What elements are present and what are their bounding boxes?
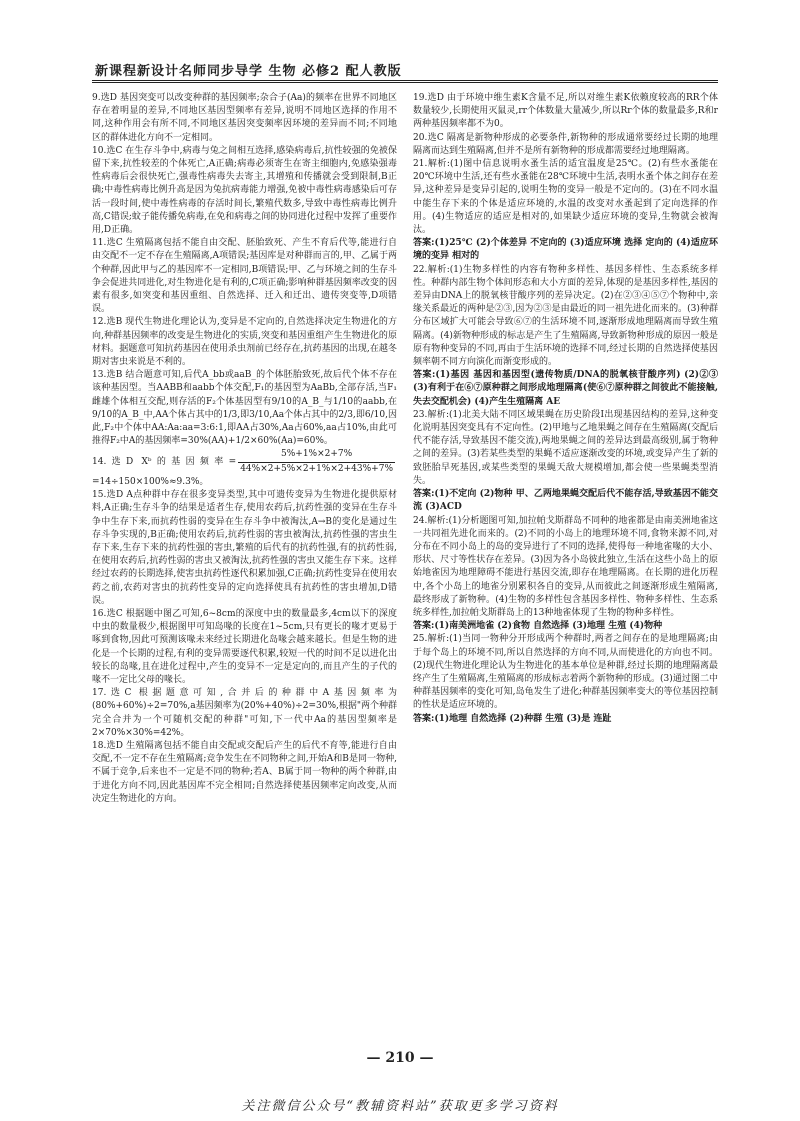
fraction-denominator: 44%×2+5%×2+1%×2+43%+7% bbox=[240, 463, 393, 474]
running-header: 新课程新设计名师同步导学 生物 必修2 配人教版 bbox=[95, 64, 402, 79]
answer-10: 10.选C 在生存斗争中,病毒与兔之间相互选择,感染病毒后,抗性较强的免被保留下来,抗性较差的个体死亡,A正确;病毒必须寄生在寄主细胞内,免感染强毒性病毒后会很快死亡,强毒性病毒失去寄主,其增殖和传播就会受到限制,B正确;中毒性病毒比例升高是因为兔抗病毒能力增强,免被中毒性病毒感染后可存活一段时间,使中毒性病毒的存活时间长,繁殖代数多,导致中毒性病毒比例升高,C错误;蚊子能传播免病毒,在免和病毒之间的协同进化过程中发挥了重要作用,D正确。 bbox=[92, 145, 397, 236]
answer-18: 18.选D 生殖隔离包括不能自由交配或交配后产生的后代不育等,能进行自由交配,不一定不存在生殖隔离;竞争发生在不同物种之间,开始A和B是同一物种,不属于竞争,后来也不一定是不同的物种;若A、B属于同一物种的两个种群,由于进化方向不同,因此基因库不完全相同;自然选择使基因频率定向改变,从而决定生物进化的方向。 bbox=[92, 740, 397, 804]
answer-17: 17.选C 根据题意可知,合并后的种群中A基因频率为(80%+60%)÷2=70%,a基因频率为(20%+40%)÷2=30%,根据"两个种群完全合并为一个可随机交配的种群"可知,下一代中Aa的基因型频率是2×70%×30%=42%。 bbox=[92, 688, 397, 738]
answer-15: 15.选D A点种群中存在很多变异类型,其中可遗传变异为生物进化提供原材料,A正确;生存斗争的结果是适者生存,使用农药后,抗药性强的变异在生存斗争中生存下来,而抗药性弱的变异在生存斗争中被淘汰,A→B的变化是通过生存斗争实现的,B正确;使用农药后,抗药性弱的害虫被淘汰,抗药性强的害虫生存下来,生存下来的抗药性强的害虫,繁殖的后代有的抗药性强,有的抗药性弱,在使用农药后,抗药性弱的害虫又被淘汰,抗药性强的害虫又能生存下来。这样经过农药的长期选择,使害虫抗药性逐代积累加强,C正确;抗药性变异在使用农药之前,农药对害虫的抗药性变异的定向选择使具有抗药性的害虫增加,D错误。 bbox=[92, 490, 397, 606]
answer-24: 24.解析:(1)分析题图可知,加拉帕戈斯群岛不同种的地雀都是由南美洲地雀这一共同祖先进化而来的。(2)不同的小岛上的地理环境不同,食物来源不同,对分布在不同小岛上的岛的变异进行了不同的选择,使得每一种地雀喙的大小、形状、尺寸等性状存在差异。(3)因为各小岛彼此独立,生活在这些小岛上的原始地雀因为地理障碍不能进行基因交流,即存在地理隔离。在长期的进化历程中,各个小岛上的地雀分别累积各自的变异,从而彼此之间逐渐形成生殖隔离,最终形成了新物种。(4)生物的多样性包含基因多样性、物种多样性、生态系统多样性,加拉帕戈斯群岛上的13种地雀体现了生物的物种多样性。 bbox=[413, 515, 718, 618]
answer-25: 25.解析:(1)当同一物种分开形成两个种群时,两者之间存在的是地理隔离;由于每个岛上的环境不同,所以自然选择的方向不同,从而使进化的方向也不同。(2)现代生物进化理论认为生物进化的基本单位是种群,经过长期的地理隔离最终产生了生殖隔离,生殖隔离的形成标志着两个新物种的形成。(3)通过图二中种群基因频率的变化可知,岛龟发生了进化;种群基因频率变大的等位基因控制的性状是适应环境的。 bbox=[413, 634, 718, 711]
answer-24-key: 答案:(1)南美洲地雀 (2)食物 自然选择 (3)地理 生殖 (4)物种 bbox=[413, 621, 663, 632]
answer-11: 11.选C 生殖隔离包括不能自由交配、胚胎致死、产生不育后代等,能进行自由交配不一定不存在生殖隔离,A项错误;基因库是对种群而言的,甲、乙属于两个种群,因此甲与乙的基因库不一定相同,B项错误;甲、乙与环境之间的生存斗争会促进共同进化,对生物进化是有利的,C项正确;影响种群基因频率改变的因素有很多,如突变和基因重组、自然选择、迁入和迁出、遗传突变等,D项错误。 bbox=[92, 238, 397, 315]
answer-14-lead: 14.选D Xᵇ的基因频率= bbox=[92, 457, 237, 468]
right-column bbox=[413, 92, 718, 726]
footer-note: 关注微信公众号“教辅资料站”获取更多学习资料 bbox=[241, 1099, 559, 1114]
header-rule bbox=[92, 80, 718, 81]
answer-21: 21.解析:(1)图中信息说明水蚤生活的适宜温度是25℃。(2)有些水蚤能在20℃环境中生活,还有些水蚤能在28℃环境中生活,表明水蚤个体之间存在差异,这种差异是变异引起的,说明生物的变异一般是不定向的。(3)在不同水温中能生存下来的个体是适应环境的,水温的改变对水蚤起到了定向选择的作用。(4)生物适应的适应是相对的,如果缺少适应环境的变异,生物就会被淘汰。 bbox=[413, 159, 718, 236]
answer-21-key: 答案:(1)25℃ (2)个体差异 不定向的 (3)适应环境 选择 定向的 (4)适应环境的变异 相对的 bbox=[413, 238, 718, 262]
answer-20: 20.选C 隔离是新物种形成的必要条件,新物种的形成通常要经过长期的地理隔离而达到生殖隔离,但并不是所有新物种的形成都需要经过地理隔离。 bbox=[413, 132, 718, 156]
fraction-numerator: 5%+1%×2+7% bbox=[238, 448, 395, 462]
page-number: — 210 — bbox=[366, 1050, 434, 1066]
answer-19: 19.选D 由于环境中维生素K含量不足,所以对维生素K依赖度较高的RR个体数量较少,长期使用灭鼠灵,rr个体数量大量减少,所以Rr个体的数量最多,R和r两种基因频率都不为0。 bbox=[413, 93, 718, 130]
answer-22: 22.解析:(1)生物多样性的内容有物种多样性、基因多样性、生态系统多样性。种群内部生物个体间形态和大小方面的差异,体现的是基因多样性,基因的差异由DNA上的脱氧核苷酸序列的差异决定。(2)在②③④⑤⑦个物种中,亲缘关系最近的两种是②③,因为②③是由最近的同一祖先进化而来的。(3)种群分布区域扩大可能会导致⑥⑦的生活环境不同,逐渐形成地理隔离而导致生殖隔离。(4)新物种形成的标志是产生了生殖隔离,导致新物种形成的原因一般是原有物种变异的不同,再由于生活环境的选择不同,经过长期的自然选择使基因频率朝不同方向演化而渐变形成的。 bbox=[413, 264, 718, 368]
answer-9: 9.选D 基因突变可以改变种群的基因频率;杂合子(Aa)的频率在世界不同地区存在着明显的差异,不同地区基因型频率有差异,说明不同地区选择的作用不同,这种作用会有所不同,不同地区基因突变频率因环境的差异而不同;不同地区的群体进化方向不一定相同。 bbox=[92, 93, 397, 143]
answer-22-key: 答案:(1)基因 基因和基因型(遗传物质/DNA的脱氧核苷酸序列) (2)②③ (3)有利于在⑥⑦原种群之间形成地理隔离(使⑥⑦原种群之间彼此不能接触,失去交配机会) (4)产生生殖隔离 AE bbox=[413, 370, 718, 407]
answer-25-key: 答案:(1)地理 自然选择 (2)种群 生殖 (3)是 连趾 bbox=[413, 713, 612, 724]
answer-23-key: 答案:(1)不定向 (2)物种 甲、乙两地果蝇交配后代不能存活,导致基因不能交流 (3)ACD bbox=[413, 489, 718, 513]
answer-12: 12.选B 现代生物进化理论认为,变异是不定向的,自然选择决定生物进化的方向,种群基因频率的改变是生物进化的实质,突变和基因重组产生生物进化的原材料。据题意可知抗药基因在使用杀虫剂前已经存在,抗药基因的出现,在越冬期对害虫来说是不利的。 bbox=[92, 317, 397, 368]
answer-13: 13.选B 结合题意可知,后代A_bb或aaB_的个体胚胎致死,故后代个体不存在该种基因型。当AABB和aabb个体交配,F₁的基因型为AaBb,全部存活,当F₁雌雄个体相互交配,则存活的F₂个体基因型有9/10的A_B_与1/10的aabb,在9/10的A_B_中,AA个体占其中的1/3,即3/10,Aa个体占其中的2/3,即6/10,因此,F₂中个体中AA:Aa:aa=3:6:1,即AA占30%,Aa占60%,aa占10%,由此可推得F₂中A的基因频率=30%(AA)+1/2×60%(Aa)=60%。 bbox=[92, 370, 397, 447]
answer-14 bbox=[92, 448, 397, 489]
answer-23: 23.解析:(1)北美大陆不同区域果蝇在历史阶段Ⅰ出现基因结构的差异,这种变化说明基因突变具有不定向性。(2)甲地与乙地果蝇之间存在生殖隔离(交配后代不能存活,导致基因不能交流),两地果蝇之间的差异达到最高级别,属于物种之间的差异。(3)若某些类型的果蝇不适应逐渐改变的环境,或变异产生了新的致胚胎早死基因,或某些类型的果蝇天敌大规模增加,都会使一些果蝇类型消失。 bbox=[413, 409, 718, 486]
answer-16: 16.选C 根据题中图乙可知,6~8cm的深度中虫的数量最多,4cm以下的深度中虫的数量极少,根据图甲可知岛喙的长度在1~5cm,只有更长的喙才更易于啄到食物,因此可预测该喙未来经过长期进化岛喙会越来越长。但是生物的进化是一个长期的过程,有利的变异需要逐代积累,较短一代的时间不足以进化出较长的岛喙,且在进化过程中,产生的变异不一定是定向的,而且产生的子代的喙不一定比父母的喙长。 bbox=[92, 608, 397, 685]
left-column bbox=[92, 92, 397, 806]
answer-14-tail: =14÷150×100%≈9.3%。 bbox=[92, 476, 209, 487]
header-rule-thin bbox=[92, 82, 718, 83]
fraction bbox=[238, 448, 395, 475]
